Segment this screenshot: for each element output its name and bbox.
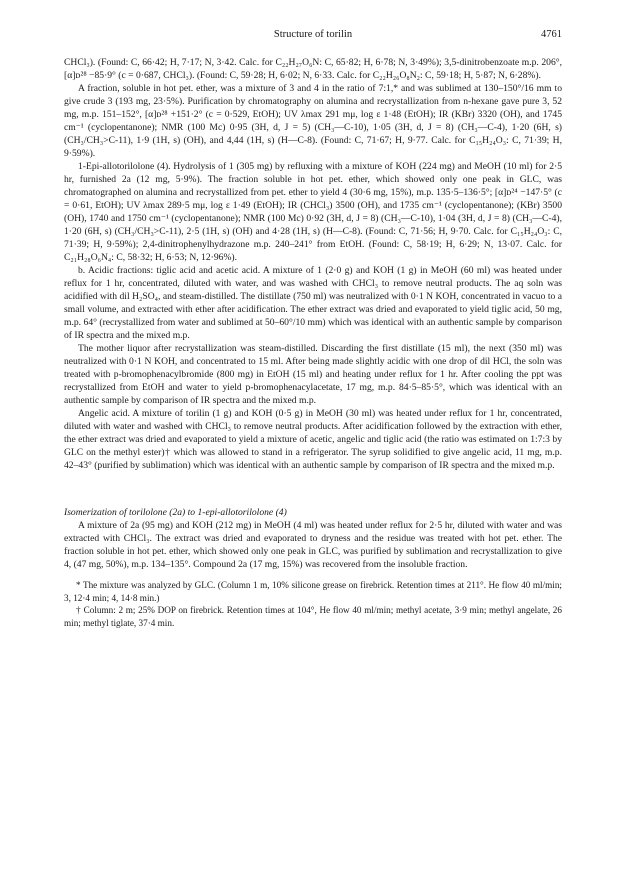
footnote-glc-column-2: † Column: 2 m; 25% DOP on firebrick. Retention times at 104°, He flow 40 ml/min; methyl acetate, 3·9 min; methyl angelate, 26 min; methyl tiglate, 37·4 min. <box>64 605 562 628</box>
footnotes <box>64 579 562 629</box>
paragraph-angelic-acid: Angelic acid. A mixture of torilin (1 g) and KOH (0·5 g) in MeOH (30 ml) was heated under reflux for 1 hr, concentrated, diluted with water and washed with CHCl₃ to remove neutral products. After acidification followed by the extraction with ether, the ether extract was dried and evaporated to yield a mixture of acetic, angelic and tiglic acid (the ratio was estimated on 1:7:3 by GLC on the methyl ester)† which was allowed to stand in a refrigerator. The syrup solidified to give angelic acid, 11 mg, m.p. 42–43° (purified by sublimation) which was identical with an authentic sample by comparison of IR spectra and the mixed m.p. <box>64 408 562 471</box>
paragraph-acidic-fractions: b. Acidic fractions: tiglic acid and acetic acid. A mixture of 1 (2·0 g) and KOH (1 g) in MeOH (60 ml) was heated under reflux for 1 hr, concentrated, diluted with water, and was washed with CHCl₃ to remove neutral products. The aq soln was acidified with dil H₂SO₄, and steam-distilled. The distillate (750 ml) was neutralized with 0·1 N KOH, concentrated in vacuo to a small volume, and extracted with ether after acidification. The ether extract was dried and evaporated to yield tiglic acid, 50 mg, m.p. 64° (recrystallized from water and sublimed at 50–60°/10 mm) which was identical with an authentic sample by comparison of IR spectra and the mixed m.p. <box>64 265 562 341</box>
paragraph-fraction-3: A fraction, soluble in hot pet. ether, was a mixture of 3 and 4 in the ratio of 7:1,* and was sublimed at 130–150°/16 mm to give crude 3 (193 mg, 23·5%). Purification by chromatography on alumina and recrystallization from n-hexane gave pure 3, 52 mg, m.p. 151–152°, [α]ᴅ²⁸ +151·2° (c = 0·529, EtOH); UV λmax 291 mμ, log ε 1·48 (EtOH); IR (KBr) 3320 (OH), and 1745 cm⁻¹ (cyclopentanone); NMR (100 Mc) 0·95 (3H, d, J = 5) (CH₃—C-10), 1·05 (3H, d, J = 8) (CH₃—C-4), 1·20 (6H, s) (CH₃/CH₃>C-11), 1·9 (1H, s) (OH), and 4,44 (1H, s) (H—C-8). (Found: C, 71·67; H, 9·77. Calc. for C₁₅H₂₄O₃: C, 71·39; H, 9·59%). <box>64 83 562 159</box>
paragraph-analysis-continued: CHCl₃). (Found: C, 66·42; H, 7·17; N, 3·42. Calc. for C₂₂H₂₇O₆N: C, 65·82; H, 6·78; N, 3·49%); 3,5-dinitrobenzoate m.p. 206°, [α]ᴅ²⁸ −85·9° (c = 0·687, CHCl₃). (Found: C, 59·28; H, 6·02; N, 6·33. Calc. for C₂₂H₂₆O₈N₂: C, 59·18; H, 5·87; N, 6·28%). <box>64 57 562 81</box>
paragraph-epi-allotorilolone: 1-Epi-allotorilolone (4). Hydrolysis of 1 (305 mg) by refluxing with a mixture of KOH (224 mg) and MeOH (10 ml) for 2·5 hr, furnished 2a (12 mg, 5·9%). The fraction soluble in hot pet. ether, which showed only one peak in GLC, was chromatographed on alumina and recrystallized from pet. ether to yield 4 (30·6 mg, 15%), m.p. 135·5–136·5°; [α]ᴅ²⁴ −147·5° (c = 0·61, EtOH); UV λmax 289·5 mμ, log ε 1·49 (EtOH); IR (CHCl₃) 3500 (OH), and 1735 cm⁻¹ (cyclopentanone); (KBr) 3500 (OH), 1740 and 1750 cm⁻¹ (cyclopentanone); NMR (100 Mc) 0·92 (3H, d, J = 8) (CH₃—C-10), 1·04 (3H, d, J = 8) (CH₃—C-4), 1·20 (6H, s) (CH₃/CH₃>C-11), 2·5 (1H, s) (OH) and 4·28 (1H, s) (H—C-8). (Found: C, 71·56; H, 9·70. Calc. for C₁₅H₂₄O₃: C, 71·39; H, 9·59%); 2,4-dinitrophenylhydrazone m.p. 240–241° from EtOH. (Found: C, 58·19; H, 6·29; N, 13·07. Calc. for C₂₁H₂₈O₆N₄: C, 58·32; H, 6·53; N, 12·96%). <box>64 161 562 263</box>
section-heading-isomerization: Isomerization of torilolone (2a) to 1-epi-allotorilolone (4) <box>64 507 287 518</box>
footnote-glc-column-1: * The mixture was analyzed by GLC. (Column 1 m, 10% silicone grease on firebrick. Retention times at 211°. He flow 40 ml/min; 3, 12·4 min; 4, 14·8 min.) <box>64 580 562 603</box>
page-number: 4761 <box>541 29 562 40</box>
page-header <box>64 28 562 42</box>
section-spacer <box>64 472 562 506</box>
paragraph-mother-liquor: The mother liquor after recrystallization was steam-distilled. Discarding the first distillate (15 ml), the next (350 ml) was neutralized with 0·1 N KOH, and concentrated to 15 ml. After being made slightly acidic with one drop of dil HCl, the soln was treated with p-bromophenacylbromide (800 mg) in EtOH (15 ml) and heating under reflux for 1 hr. After cooling the ppt was recrystallized from EtOH and water to yield p-bromophenacylacetate, 17 mg, m.p. 84·5–85·5°, which was identical with an authentic sample by comparison of IR spectra and the mixed m.p. <box>64 343 562 406</box>
footnote-spacer <box>64 571 562 579</box>
running-title: Structure of torilin <box>273 29 353 40</box>
article-body <box>64 56 562 629</box>
paragraph-isomerization: A mixture of 2a (95 mg) and KOH (212 mg) in MeOH (4 ml) was heated under reflux for 2·5 hr, diluted with water and was extracted with CHCl₃. The extract was dried and evaporated to dryness and the residue was treated with hot pet. ether. The fraction soluble in hot pet. ether, which showed only one peak in GLC, was purified by sublimation and recrystallization to give 4, (47 mg, 50%), m.p. 134–135°. Compound 2a (17 mg, 15%) was recovered from the insoluble fraction. <box>64 520 562 570</box>
